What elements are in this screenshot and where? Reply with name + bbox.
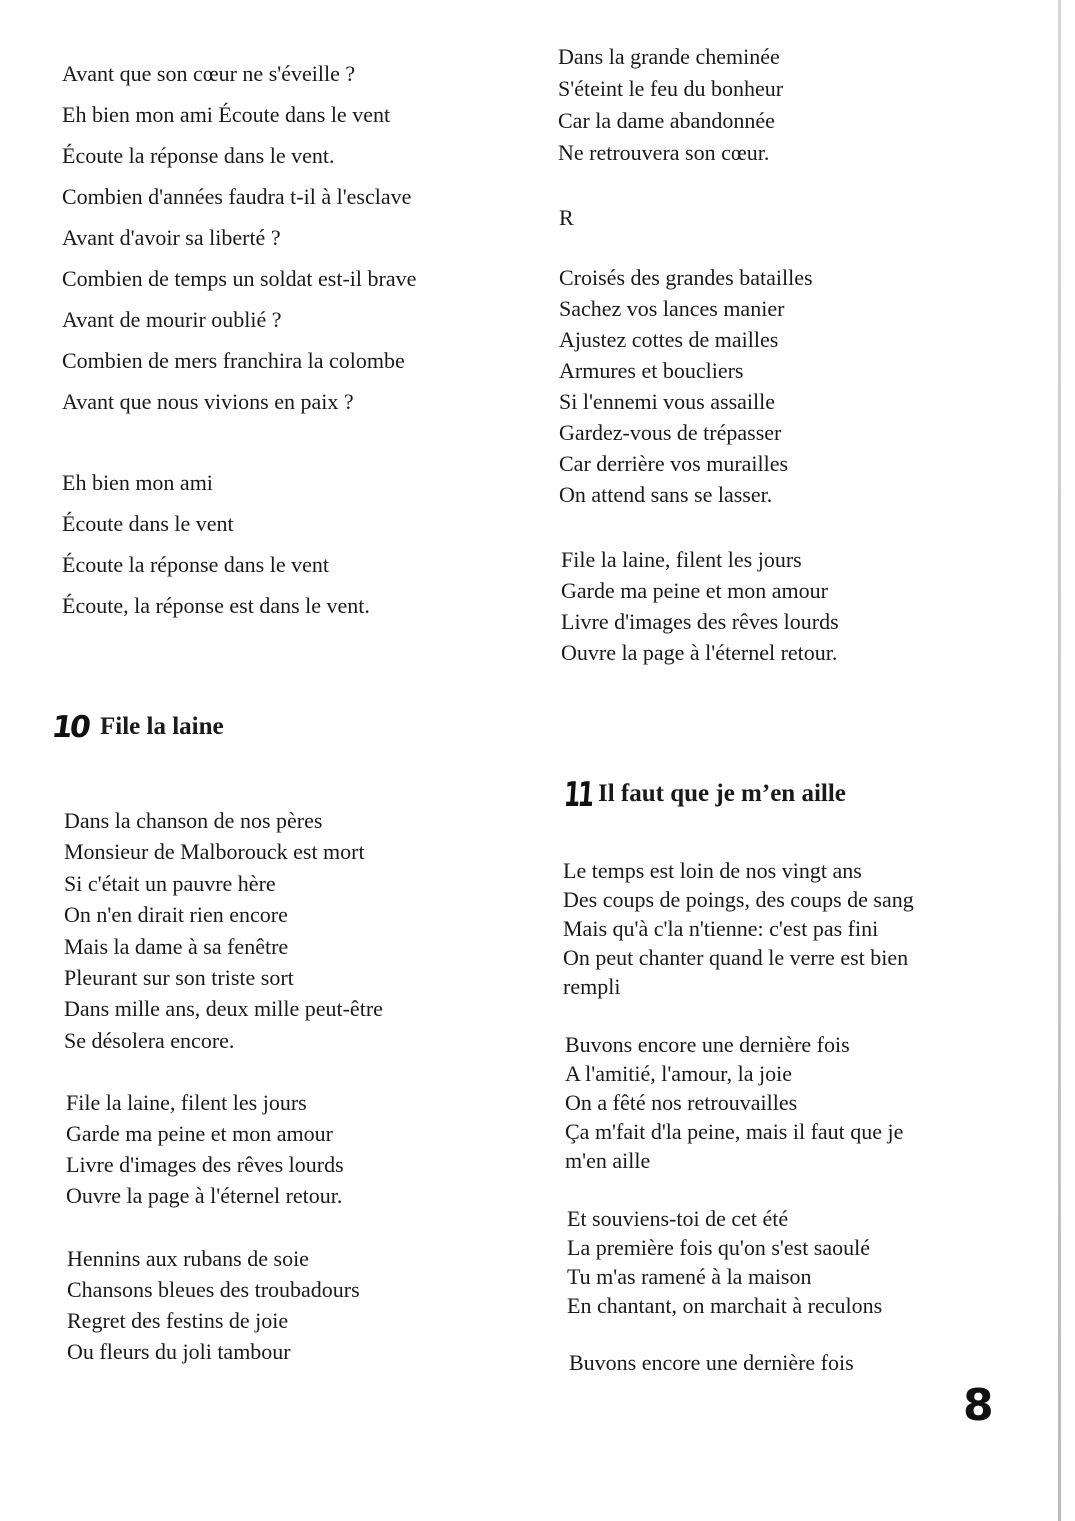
song-title: File la laine <box>100 713 224 740</box>
lyric-line: Car derrière vos murailles <box>559 451 789 476</box>
page-edge-shadow <box>1058 0 1061 1521</box>
lyric-line: Garde ma peine et mon amour <box>66 1121 333 1146</box>
lyric-line: La première fois qu'on s'est saoulé <box>567 1235 871 1260</box>
lyric-line: A l'amitié, l'amour, la joie <box>565 1061 792 1086</box>
lyric-line: Dans la grande cheminée <box>558 44 780 69</box>
lyric-line: Tu m'as ramené à la maison <box>567 1264 812 1289</box>
lyric-line: Ça m'fait d'la peine, mais il faut que je <box>565 1119 904 1144</box>
lyric-line: Armures et boucliers <box>559 358 744 383</box>
lyric-line: Ouvre la page à l'éternel retour. <box>561 640 838 665</box>
lyric-line: Dans la chanson de nos pères <box>64 808 323 833</box>
song-title: Il faut que je m’en aille <box>598 780 846 807</box>
lyric-line: S'éteint le feu du bonheur <box>558 76 784 101</box>
lyric-line: Buvons encore une dernière fois <box>565 1032 850 1057</box>
lyric-line: On a fêté nos retrouvailles <box>565 1090 798 1115</box>
lyric-line: rempli <box>563 974 621 999</box>
lyric-line: En chantant, on marchait à reculons <box>567 1293 883 1318</box>
lyric-line: Dans mille ans, deux mille peut-être <box>64 996 383 1021</box>
lyric-line: Regret des festins de joie <box>67 1308 289 1333</box>
lyric-line: Mais la dame à sa fenêtre <box>64 934 289 959</box>
lyric-line: Combien de temps un soldat est-il brave <box>62 266 417 291</box>
lyric-line: Et souviens-toi de cet été <box>567 1206 789 1231</box>
lyric-line: On n'en dirait rien encore <box>64 902 288 927</box>
lyric-line: Avant que nous vivions en paix ? <box>62 389 354 414</box>
lyric-line: Monsieur de Malborouck est mort <box>64 839 365 864</box>
lyric-line: Écoute, la réponse est dans le vent. <box>62 593 370 618</box>
lyric-line: Avant d'avoir sa liberté ? <box>62 225 281 250</box>
refrain-marker: R <box>559 205 574 230</box>
lyric-line: Si l'ennemi vous assaille <box>559 389 775 414</box>
lyric-line: Pleurant sur son triste sort <box>64 965 294 990</box>
lyric-line: Des coups de poings, des coups de sang <box>563 887 914 912</box>
lyric-line: File la laine, filent les jours <box>66 1090 307 1115</box>
lyric-line: Avant que son cœur ne s'éveille ? <box>62 61 356 86</box>
lyric-line: Écoute la réponse dans le vent. <box>62 143 335 168</box>
lyric-line: File la laine, filent les jours <box>561 547 802 572</box>
lyric-line: Croisés des grandes batailles <box>559 265 813 290</box>
lyric-line: Buvons encore une dernière fois <box>569 1350 854 1375</box>
lyric-line: Mais qu'à c'la n'tienne: c'est pas fini <box>563 916 879 941</box>
lyric-line: On attend sans se lasser. <box>559 482 773 507</box>
song-number-11: 11 <box>562 775 593 815</box>
lyric-line: Le temps est loin de nos vingt ans <box>563 858 862 883</box>
lyric-line: On peut chanter quand le verre est bien <box>563 945 909 970</box>
lyric-line: Chansons bleues des troubadours <box>67 1277 360 1302</box>
lyric-line: Garde ma peine et mon amour <box>561 578 828 603</box>
lyric-line: Eh bien mon ami Écoute dans le vent <box>62 102 391 127</box>
lyric-line: Avant de mourir oublié ? <box>62 307 282 332</box>
page-number: 8 <box>963 1380 994 1431</box>
lyric-line: Si c'était un pauvre hère <box>64 871 276 896</box>
lyric-line: Ouvre la page à l'éternel retour. <box>66 1183 343 1208</box>
lyric-line: Ajustez cottes de mailles <box>559 327 779 352</box>
lyric-line: Ne retrouvera son cœur. <box>558 140 770 165</box>
lyric-line: Sachez vos lances manier <box>559 296 785 321</box>
lyric-line: Combien de mers franchira la colombe <box>62 348 405 373</box>
lyric-line: Écoute dans le vent <box>62 511 234 536</box>
lyric-line: Hennins aux rubans de soie <box>67 1246 309 1271</box>
lyric-line: Eh bien mon ami <box>62 470 213 495</box>
lyric-line: Car la dame abandonnée <box>558 108 775 133</box>
lyric-line: Combien d'années faudra t-il à l'esclave <box>62 184 412 209</box>
lyric-line: Se désolera encore. <box>64 1028 235 1053</box>
lyric-line: m'en aille <box>565 1148 651 1173</box>
lyric-line: Livre d'images des rêves lourds <box>66 1152 344 1177</box>
lyric-line: Livre d'images des rêves lourds <box>561 609 839 634</box>
lyric-line: Gardez-vous de trépasser <box>559 420 782 445</box>
lyric-line: Écoute la réponse dans le vent <box>62 552 329 577</box>
lyric-line: Ou fleurs du joli tambour <box>67 1339 291 1364</box>
song-number-10: 10 <box>49 710 91 745</box>
